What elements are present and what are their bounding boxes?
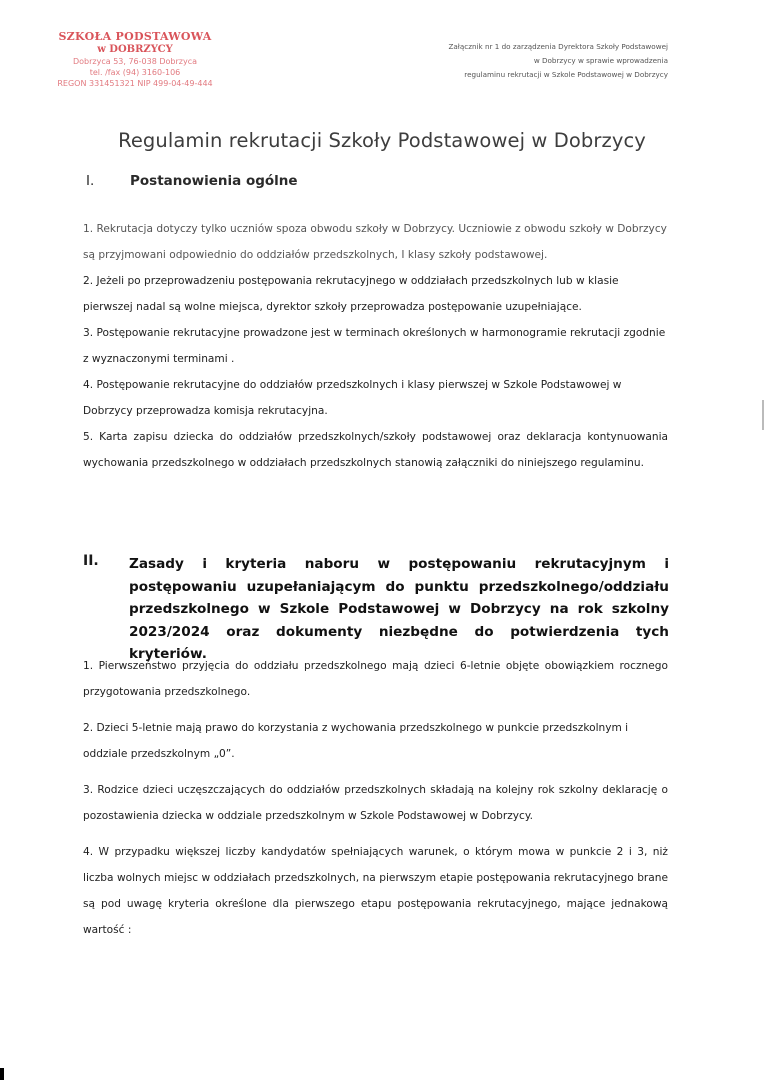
section-2-paragraph-3: 3. Rodzice dzieci uczęszczających do oddziałów przedszkolnych składają na kolejny rok szkolny deklarację o pozostawienia dziecka w oddziale przedszkolnym w Szkole Podstawowej w Dobrzycy. [83, 784, 668, 822]
scan-edge-mark [0, 1068, 4, 1080]
section-1-body [83, 216, 668, 476]
section-2-body [83, 653, 668, 943]
section-1-heading [86, 173, 298, 189]
section-1-paragraph-1: 1. Rekrutacja dotyczy tylko uczniów spoza obwodu szkoły w Dobrzycy. Uczniowie z obwodu szkoły w Dobrzycy są przyjmowani odpowiednio do oddziałów przedszkolnych, I klasy szkoły podstawowej. [83, 223, 667, 261]
stamp-ids: REGON 331451321 NIP 499-04-49-444 [57, 79, 213, 88]
section-1-title: Postanowienia ogólne [130, 173, 298, 189]
stamp-phone: tel. /fax (94) 3160-106 [89, 68, 181, 77]
section-1-paragraph-3: 3. Postępowanie rekrutacyjne prowadzone jest w terminach określonych w harmonogramie rekrutacji zgodnie z wyznaczonymi terminami . [83, 327, 666, 365]
section-2-paragraph-4: 4. W przypadku większej liczby kandydatów spełniających warunek, o którym mowa w punkcie 2 i 3, niż liczba wolnych miejsc w oddziałach przedszkolnych, na pierwszym etapie postępowania rekrutacyjnego brane są pod uwagę kryteria określone dla pierwszego etapu postępowania rekrutacyjnego, mające jednakową wartość : [83, 846, 668, 936]
section-2-number: II. [83, 553, 99, 569]
stamp-place: w DOBRZYCY [97, 44, 173, 55]
school-stamp [30, 30, 240, 89]
annex-line-2: w Dobrzycy w sprawie wprowadzenia [533, 56, 668, 65]
annex-line-1: Załącznik nr 1 do zarządzenia Dyrektora Szkoły Podstawowej [448, 42, 668, 51]
section-1-paragraph-4: 4. Postępowanie rekrutacyjne do oddziałów przedszkolnych i klasy pierwszej w Szkole Podstawowej w Dobrzycy przeprowadza komisja rekrutacyjna. [83, 379, 622, 417]
section-2-paragraph-1: 1. Pierwszeństwo przyjęcia do oddziału przedszkolnego mają dzieci 6-letnie objęte obowiązkiem rocznego przygotowania przedszkolnego. [83, 660, 668, 698]
stamp-address: Dobrzyca 53, 76-038 Dobrzyca [73, 57, 197, 66]
annex-line-3: regulaminu rekrutacji w Szkole Podstawowej w Dobrzycy [464, 70, 668, 79]
section-2-heading [83, 553, 683, 666]
stamp-school-name: SZKOŁA PODSTAWOWA [58, 30, 212, 43]
section-1-number: I. [86, 173, 95, 189]
section-2-title: Zasady i kryteria naboru w postępowaniu rekrutacyjnym i postępowaniu uzupełaniającym do punktu przedszkolnego/oddziału przedszkolnego w Szkole Podstawowej w Dobrzycy na rok szkolny 2023/2024 oraz dokumenty niezbędne do potwierdzenia tych kryteriów. [129, 556, 669, 662]
document-title: Regulamin rekrutacji Szkoły Podstawowej w Dobrzycy [118, 129, 646, 152]
section-2-paragraph-2: 2. Dzieci 5-letnie mają prawo do korzystania z wychowania przedszkolnego w punkcie przedszkolnym i oddziale przedszkolnym „0”. [83, 722, 629, 760]
annex-note [368, 40, 668, 82]
section-1-paragraph-5: 5. Karta zapisu dziecka do oddziałów przedszkolnych/szkoły podstawowej oraz deklaracja kontynuowania wychowania przedszkolnego w oddziałach przedszkolnych stanowią załączniki do niniejszego regulaminu. [83, 431, 668, 469]
section-1-paragraph-2: 2. Jeżeli po przeprowadzeniu postępowania rekrutacyjnego w oddziałach przedszkolnych lub w klasie pierwszej nadal są wolne miejsca, dyrektor szkoły przeprowadza postępowanie uzupełniające. [83, 275, 619, 313]
